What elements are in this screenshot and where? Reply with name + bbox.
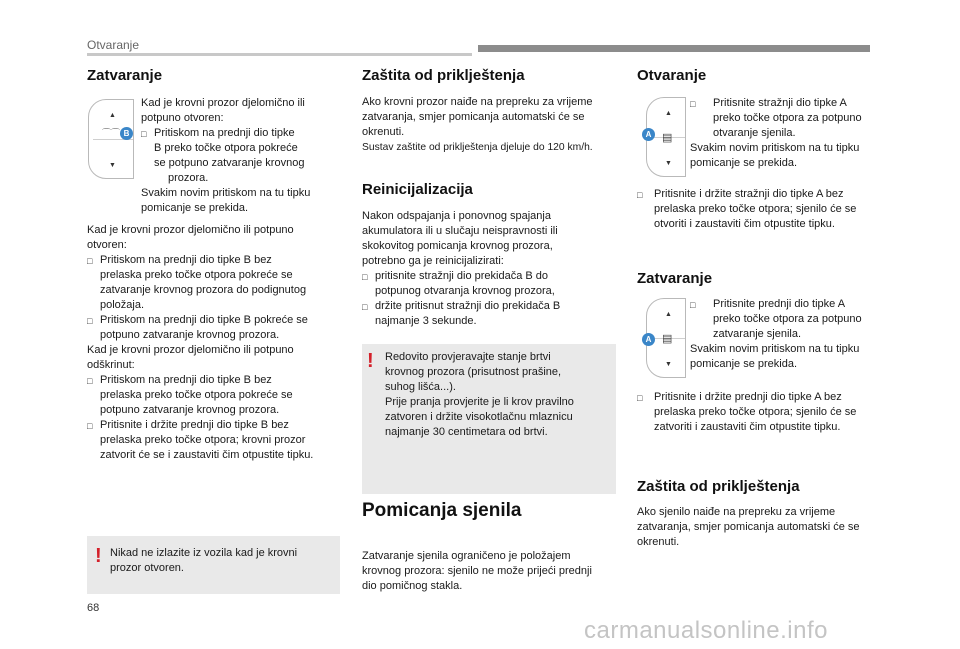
text-line: Ako sjenilo naiđe na prepreku za vrijeme bbox=[637, 506, 836, 518]
sunroof-icon: ⌒⌒ bbox=[102, 128, 121, 138]
text-line: dio pomičnog stakla. bbox=[362, 580, 463, 592]
text-line: Pritiskom na prednji dio tipke bbox=[154, 127, 295, 139]
text-line: se potpuno zatvaranje krovnog bbox=[154, 157, 305, 169]
triangle-down-icon: ▼ bbox=[665, 361, 672, 368]
col2-heading-protection: Zaštita od priklještenja bbox=[362, 67, 525, 84]
square-bullet-icon: □ bbox=[362, 302, 368, 312]
text-line: Pritiskom na prednji dio tipke B bez bbox=[100, 374, 272, 386]
col1-heading: Zatvaranje bbox=[87, 67, 163, 84]
text-line: prelaska preko točke otpora; sjenilo će se bbox=[654, 406, 857, 418]
text-line: prozora. bbox=[168, 172, 209, 184]
text-line: potpunog otvaranja krovnog prozora, bbox=[375, 285, 555, 297]
text-line: Pritisnite stražnji dio tipke A bbox=[713, 97, 847, 109]
warning-line: Nikad ne izlazite iz vozila kad je krovni bbox=[110, 547, 298, 559]
square-bullet-icon: □ bbox=[637, 190, 643, 200]
text-line: zatvorit će se i zaustaviti čim otpustite tipku. bbox=[100, 449, 314, 461]
blind-icon: ▤ bbox=[662, 132, 673, 144]
text-line: okrenuti. bbox=[362, 126, 405, 138]
text-line: Svakim novim pritiskom na tu tipku bbox=[690, 343, 860, 355]
list-item bbox=[87, 418, 347, 463]
list-item bbox=[637, 390, 892, 435]
exclamation-icon: ! bbox=[95, 545, 102, 567]
square-bullet-icon: □ bbox=[362, 272, 368, 282]
text-line: krovnog prozora: sjenilo ne može prijeći prednji bbox=[362, 565, 592, 577]
text-line: Svakim novim pritiskom na tu tipku bbox=[690, 142, 860, 154]
text-line: potpuno zatvaranje krovnog prozora. bbox=[100, 329, 280, 341]
square-bullet-icon: □ bbox=[690, 300, 696, 310]
text-line: potrebno ga je reinicijalizirati: bbox=[362, 255, 504, 267]
text-line: otvaranje sjenila. bbox=[713, 127, 796, 139]
list-item bbox=[87, 373, 347, 418]
col1-body bbox=[87, 223, 347, 463]
text-line: prelaska preko točke otpora pokreće se bbox=[100, 389, 293, 401]
text-line: odškrinut: bbox=[87, 359, 135, 371]
watermark: carmanualsonline.info bbox=[584, 617, 828, 644]
warning-box bbox=[87, 536, 340, 594]
exclamation-icon: ! bbox=[367, 350, 374, 372]
col3-mid-text bbox=[690, 297, 890, 372]
blind-icon: ▤ bbox=[662, 333, 673, 345]
text-line: Kad je krovni prozor djelomično ili bbox=[141, 97, 305, 109]
triangle-up-icon: ▲ bbox=[665, 110, 672, 117]
square-bullet-icon: □ bbox=[87, 376, 93, 386]
warning-line: suhog lišća...). bbox=[385, 381, 456, 393]
text-line: Pritisnite i držite prednji dio tipke B bez bbox=[100, 419, 289, 431]
header-rule-left bbox=[87, 53, 472, 56]
col3-b4 bbox=[637, 390, 892, 435]
square-bullet-icon: □ bbox=[87, 421, 93, 431]
text-line: prelaska preko točke otpora pokreće se bbox=[100, 269, 293, 281]
text-line: pomicanje se prekida. bbox=[690, 358, 798, 370]
header-rule-right bbox=[478, 45, 870, 52]
text-line: Zatvaranje sjenila ograničeno je položajem bbox=[362, 550, 571, 562]
warning-line: prozor otvoren. bbox=[110, 562, 184, 574]
text-line: položaja. bbox=[100, 299, 145, 311]
list-item bbox=[141, 126, 351, 186]
square-bullet-icon: □ bbox=[141, 129, 147, 139]
warning-line: Prije pranja provjerite je li krov pravilno bbox=[385, 396, 574, 408]
warning-box bbox=[362, 344, 616, 494]
section-title: Otvaranje bbox=[87, 38, 140, 52]
square-bullet-icon: □ bbox=[87, 256, 93, 266]
warning-line: Redovito provjeravajte stanje brtvi bbox=[385, 351, 551, 363]
col2-p3 bbox=[362, 549, 620, 594]
col3-p5 bbox=[637, 505, 892, 550]
text-line: Kad je krovni prozor djelomično ili potpuno bbox=[87, 344, 294, 356]
triangle-up-icon: ▲ bbox=[665, 311, 672, 318]
col2-heading-blinds: Pomicanja sjenila bbox=[362, 500, 522, 521]
list-item bbox=[637, 187, 892, 232]
text-line: skokovitog pomicanja krovnog prozora, bbox=[362, 240, 553, 252]
text-line: preko točke otpora za potpuno bbox=[713, 112, 862, 124]
warning-line: krovnog prozora (prisutnost prašine, bbox=[385, 366, 562, 378]
square-bullet-icon: □ bbox=[690, 99, 696, 109]
text-line: Pritisnite i držite stražnji dio tipke A bez bbox=[654, 188, 844, 200]
warning-line: zatvoren i držite visokotlačnu mlaznicu bbox=[385, 411, 573, 423]
text-line: okrenuti. bbox=[637, 536, 680, 548]
switch-label-badge: B bbox=[120, 127, 133, 140]
col3-heading-close: Zatvaranje bbox=[637, 270, 713, 287]
list-item bbox=[690, 96, 890, 141]
text-line: akumulatora ili u slučaju neispravnosti ili bbox=[362, 225, 558, 237]
text-line: Pritiskom na prednji dio tipke B pokreće se bbox=[100, 314, 308, 326]
text-line: Pritisnite prednji dio tipke A bbox=[713, 298, 846, 310]
square-bullet-icon: □ bbox=[87, 316, 93, 326]
col1-top-text bbox=[141, 96, 351, 216]
text-line: Svakim novim pritiskom na tu tipku bbox=[141, 187, 311, 199]
triangle-up-icon: ▲ bbox=[109, 112, 116, 119]
text-line: Pritisnite i držite prednji dio tipke A bez bbox=[654, 391, 842, 403]
text-line: pomicanje se prekida. bbox=[141, 202, 249, 214]
text-line: otvoriti i zaustaviti čim otpustite tipku. bbox=[654, 218, 835, 230]
list-item bbox=[362, 269, 620, 299]
switch-label-badge: A bbox=[642, 333, 655, 346]
text-line: prelaska preko točke otpora; sjenilo će se bbox=[654, 203, 857, 215]
warning-line: najmanje 30 centimetara od brtvi. bbox=[385, 426, 548, 438]
list-item bbox=[87, 253, 347, 313]
text-line: najmanje 3 sekunde. bbox=[375, 315, 477, 327]
text-line: držite pritisnut stražnji dio prekidača B bbox=[375, 300, 561, 312]
col3-heading-open: Otvaranje bbox=[637, 67, 707, 84]
text-line: Pritiskom na prednji dio tipke B bez bbox=[100, 254, 272, 266]
text-line: prelaska preko točke otpora; krovni prozor bbox=[100, 434, 306, 446]
text-line: otvoren: bbox=[87, 239, 127, 251]
text-line: zatvaranje sjenila. bbox=[713, 328, 802, 340]
col3-b2 bbox=[637, 187, 892, 232]
list-item bbox=[87, 313, 347, 343]
text-line: Kad je krovni prozor djelomično ili potpuno bbox=[87, 224, 294, 236]
square-bullet-icon: □ bbox=[637, 393, 643, 403]
triangle-down-icon: ▼ bbox=[109, 162, 116, 169]
text-line: zatvaranje krovnog prozora do podignutog bbox=[100, 284, 307, 296]
text-line: zatvaranja, smjer pomicanja automatski će se bbox=[637, 521, 860, 533]
list-item bbox=[690, 297, 890, 342]
text-line: pritisnite stražnji dio prekidača B do bbox=[375, 270, 549, 282]
text-line: potpuno zatvaranje krovnog prozora. bbox=[100, 404, 280, 416]
page-number: 68 bbox=[87, 602, 100, 614]
text-line: Sustav zaštite od priklještenja djeluje do 120 km/h. bbox=[362, 142, 593, 153]
switch-label-badge: A bbox=[642, 128, 655, 141]
col3-heading-protection: Zaštita od priklještenja bbox=[637, 478, 800, 495]
col2-p2 bbox=[362, 209, 620, 329]
col3-top-text bbox=[690, 96, 890, 171]
text-line: zatvoriti i zaustaviti čim otpustite tipku. bbox=[654, 421, 841, 433]
text-line: Ako krovni prozor naiđe na prepreku za vrijeme bbox=[362, 96, 593, 108]
triangle-down-icon: ▼ bbox=[665, 160, 672, 167]
text-line: preko točke otpora za potpuno bbox=[713, 313, 862, 325]
col2-p1 bbox=[362, 95, 620, 155]
list-item bbox=[362, 299, 620, 329]
text-line: zatvaranja, smjer pomicanja automatski će se bbox=[362, 111, 585, 123]
text-line: B preko točke otpora pokreće bbox=[154, 142, 298, 154]
text-line: potpuno otvoren: bbox=[141, 112, 224, 124]
text-line: Nakon odspajanja i ponovnog spajanja bbox=[362, 210, 551, 222]
text-line: pomicanje se prekida. bbox=[690, 157, 798, 169]
col2-heading-reinit: Reinicijalizacija bbox=[362, 181, 473, 198]
